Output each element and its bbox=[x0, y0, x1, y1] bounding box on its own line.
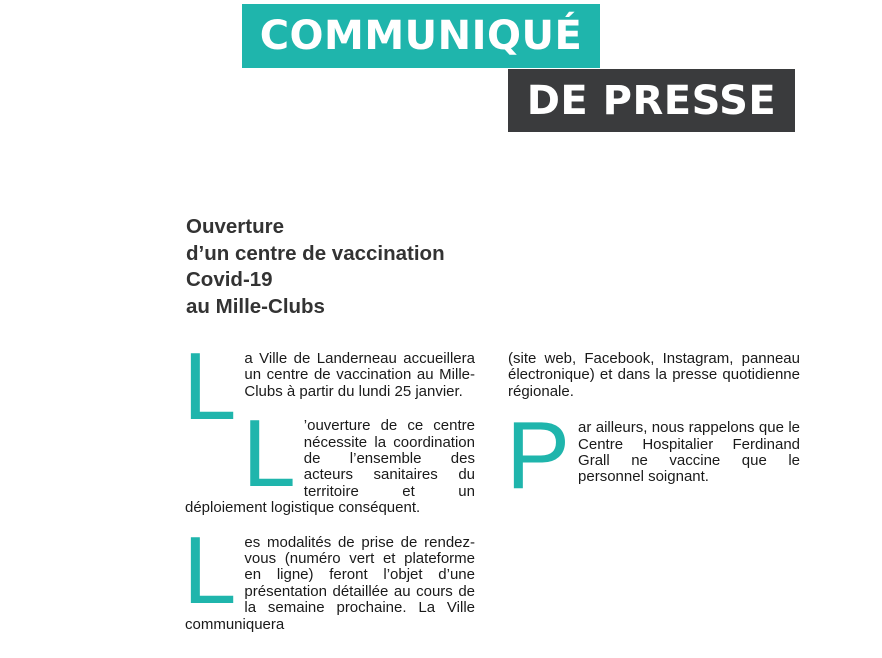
dropcap: L bbox=[183, 516, 237, 624]
left-column bbox=[183, 333, 475, 651]
paragraph-4 bbox=[506, 402, 800, 510]
continuation-text: (site web, Facebook, Instagram, panneau électronique) et dans la presse quotidienne régionale. bbox=[508, 350, 800, 400]
banner-line2: DE PRESSE bbox=[526, 77, 777, 124]
paragraph-text: es modalités de prise de rendez-vous (numéro vert et plateforme en ligne) feront l’objet d’une présentation détaillée au cours de la semaine prochaine. La Ville communiquera bbox=[185, 533, 475, 633]
dropcap: L bbox=[183, 333, 237, 440]
banner-de-presse bbox=[508, 69, 795, 132]
headline bbox=[186, 214, 516, 320]
paragraph-3 bbox=[183, 516, 475, 633]
headline-line2: d’un centre de vaccination bbox=[186, 241, 445, 265]
headline-line3: Covid-19 bbox=[186, 268, 273, 292]
dropcap: P bbox=[506, 402, 571, 510]
paragraph-text: ar ailleurs, nous rappelons que le Centre Hospitalier Ferdinand Grall ne vaccine que le personnel soignant. bbox=[578, 419, 800, 486]
banner-line1: COMMUNIQUÉ bbox=[259, 13, 583, 59]
headline-line4: au Mille-Clubs bbox=[186, 294, 325, 318]
right-column bbox=[506, 350, 800, 510]
headline-line1: Ouverture bbox=[186, 215, 284, 238]
paragraph-text: ’ouverture de ce centre nécessite la coordination de l’ensemble des acteurs sanitaires du territoire et un déploiement logistique conséquent. bbox=[185, 417, 475, 517]
paragraph-1 bbox=[183, 333, 475, 440]
paragraph-2 bbox=[185, 400, 475, 517]
dropcap: L bbox=[242, 400, 296, 508]
paragraph-text: a Ville de Landerneau accueillera un centre de vaccination au Mille-Clubs à partir du lundi 25 janvier. bbox=[244, 350, 475, 400]
banner-communique bbox=[242, 4, 600, 68]
